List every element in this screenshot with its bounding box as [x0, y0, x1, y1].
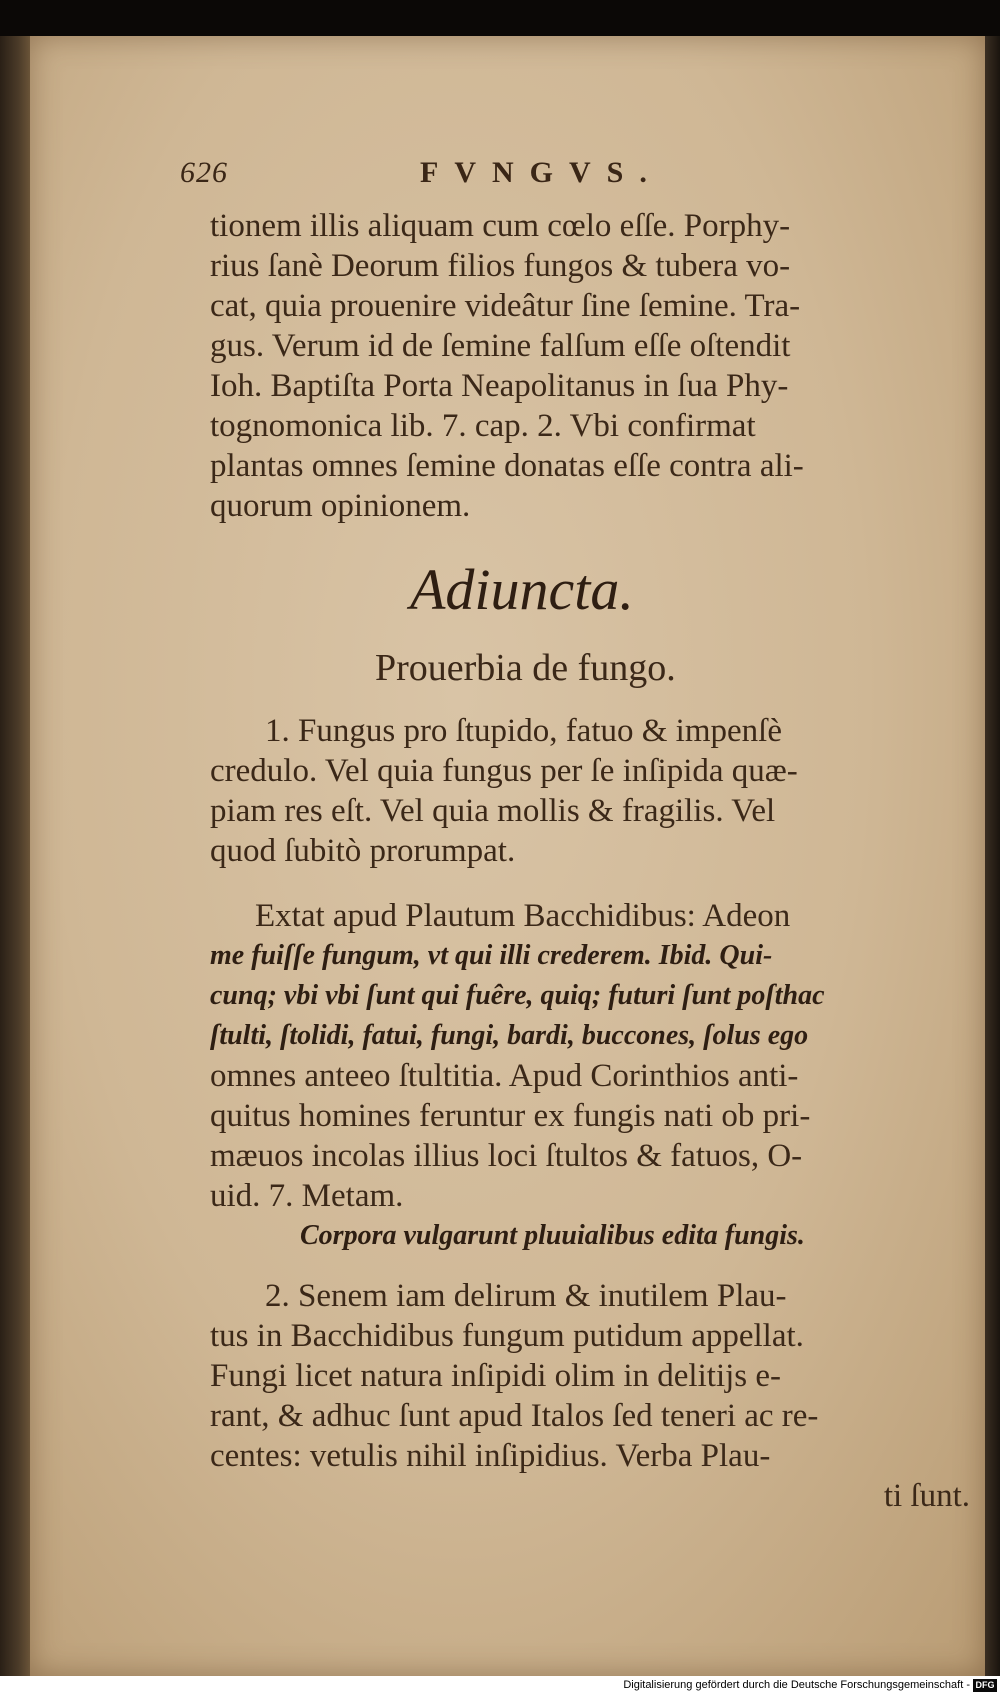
text-line: tus in Bacchidibus fungum putidum appellat.: [210, 1318, 804, 1354]
book-edge-left: [0, 36, 30, 1676]
section-heading: Adiuncta.: [410, 557, 634, 622]
page-number: 626: [180, 156, 228, 189]
running-head: FVNGVS.: [420, 156, 663, 189]
text-line: piam res eſt. Vel quia mollis & fragilis. Vel: [210, 793, 776, 829]
text-line: Ioh. Baptiſta Porta Neapolitanus in ſua Phy-: [210, 368, 789, 404]
section-subheading: Prouerbia de fungo.: [375, 647, 676, 689]
proverb-1: [210, 711, 970, 871]
text-line: tionem illis aliquam cum cœlo eſſe. Porphy-: [210, 208, 791, 244]
text-line: 2. Senem iam delirum & inutilem Plau-: [265, 1278, 787, 1314]
text-line: cat, quia prouenire videâtur ſine ſemine. Tra-: [210, 288, 801, 324]
text-line: plantas omnes ſemine donatas eſſe contra ali-: [210, 448, 804, 484]
text-line: mæuos incolas illius loci ſtultos & fatuos, O-: [210, 1138, 803, 1174]
page-header: [180, 156, 740, 196]
quote-line: cunq; vbi vbi ſunt qui fuêre, quiq; futuri ſunt poſthac: [210, 980, 825, 1011]
text-line: rius ſanè Deorum filios fungos & tubera vo-: [210, 248, 791, 284]
text-line: 1. Fungus pro ſtupido, fatuo & impenſè: [265, 713, 782, 749]
text-line: Fungi licet natura inſipidi olim in delitijs e-: [210, 1358, 782, 1394]
paragraph-intro: [210, 206, 970, 526]
text-line: quorum opinionem.: [210, 488, 471, 524]
footer-credit: Digitalisierung gefördert durch die Deutsche Forschungsgemeinschaft -: [623, 1679, 970, 1691]
text-line: tognomonica lib. 7. cap. 2. Vbi confirmat: [210, 408, 756, 444]
quote-line: me fuiſſe fungum, vt qui illi crederem. Ibid. Qui-: [210, 940, 773, 971]
text-line: rant, & adhuc ſunt apud Italos ſed teneri ac re-: [210, 1398, 819, 1434]
text-line: uid. 7. Metam.: [210, 1178, 404, 1214]
text-line: quod ſubitò prorumpat.: [210, 833, 516, 869]
book-page: [30, 36, 985, 1676]
book-edge-right: [985, 36, 1000, 1676]
scan-top-border: [0, 0, 1000, 36]
text-line: centes: vetulis nihil inſipidius. Verba Plau-: [210, 1438, 771, 1474]
text-line: gus. Verum id de ſemine falſum eſſe oſtendit: [210, 328, 791, 364]
text-line: Extat apud Plautum Bacchidibus: Adeon: [255, 898, 791, 934]
text-line: ti ſunt.: [883, 1478, 970, 1514]
text-line: credulo. Vel quia fungus per ſe inſipida quæ-: [210, 753, 798, 789]
dfg-logo: DFG: [973, 1679, 997, 1692]
digitization-footer: [0, 1676, 1000, 1696]
text-line: quitus homines feruntur ex fungis nati ob pri-: [210, 1098, 811, 1134]
proverb-2: [210, 1276, 970, 1516]
proverb-1-citations: [210, 896, 970, 1256]
text-line: omnes anteeo ſtultitia. Apud Corinthios anti-: [210, 1058, 799, 1094]
verse-quote: Corpora vulgarunt pluuialibus edita fungis.: [300, 1220, 805, 1251]
quote-line: ſtulti, ſtolidi, fatui, fungi, bardi, buccones, ſolus ego: [210, 1020, 809, 1051]
